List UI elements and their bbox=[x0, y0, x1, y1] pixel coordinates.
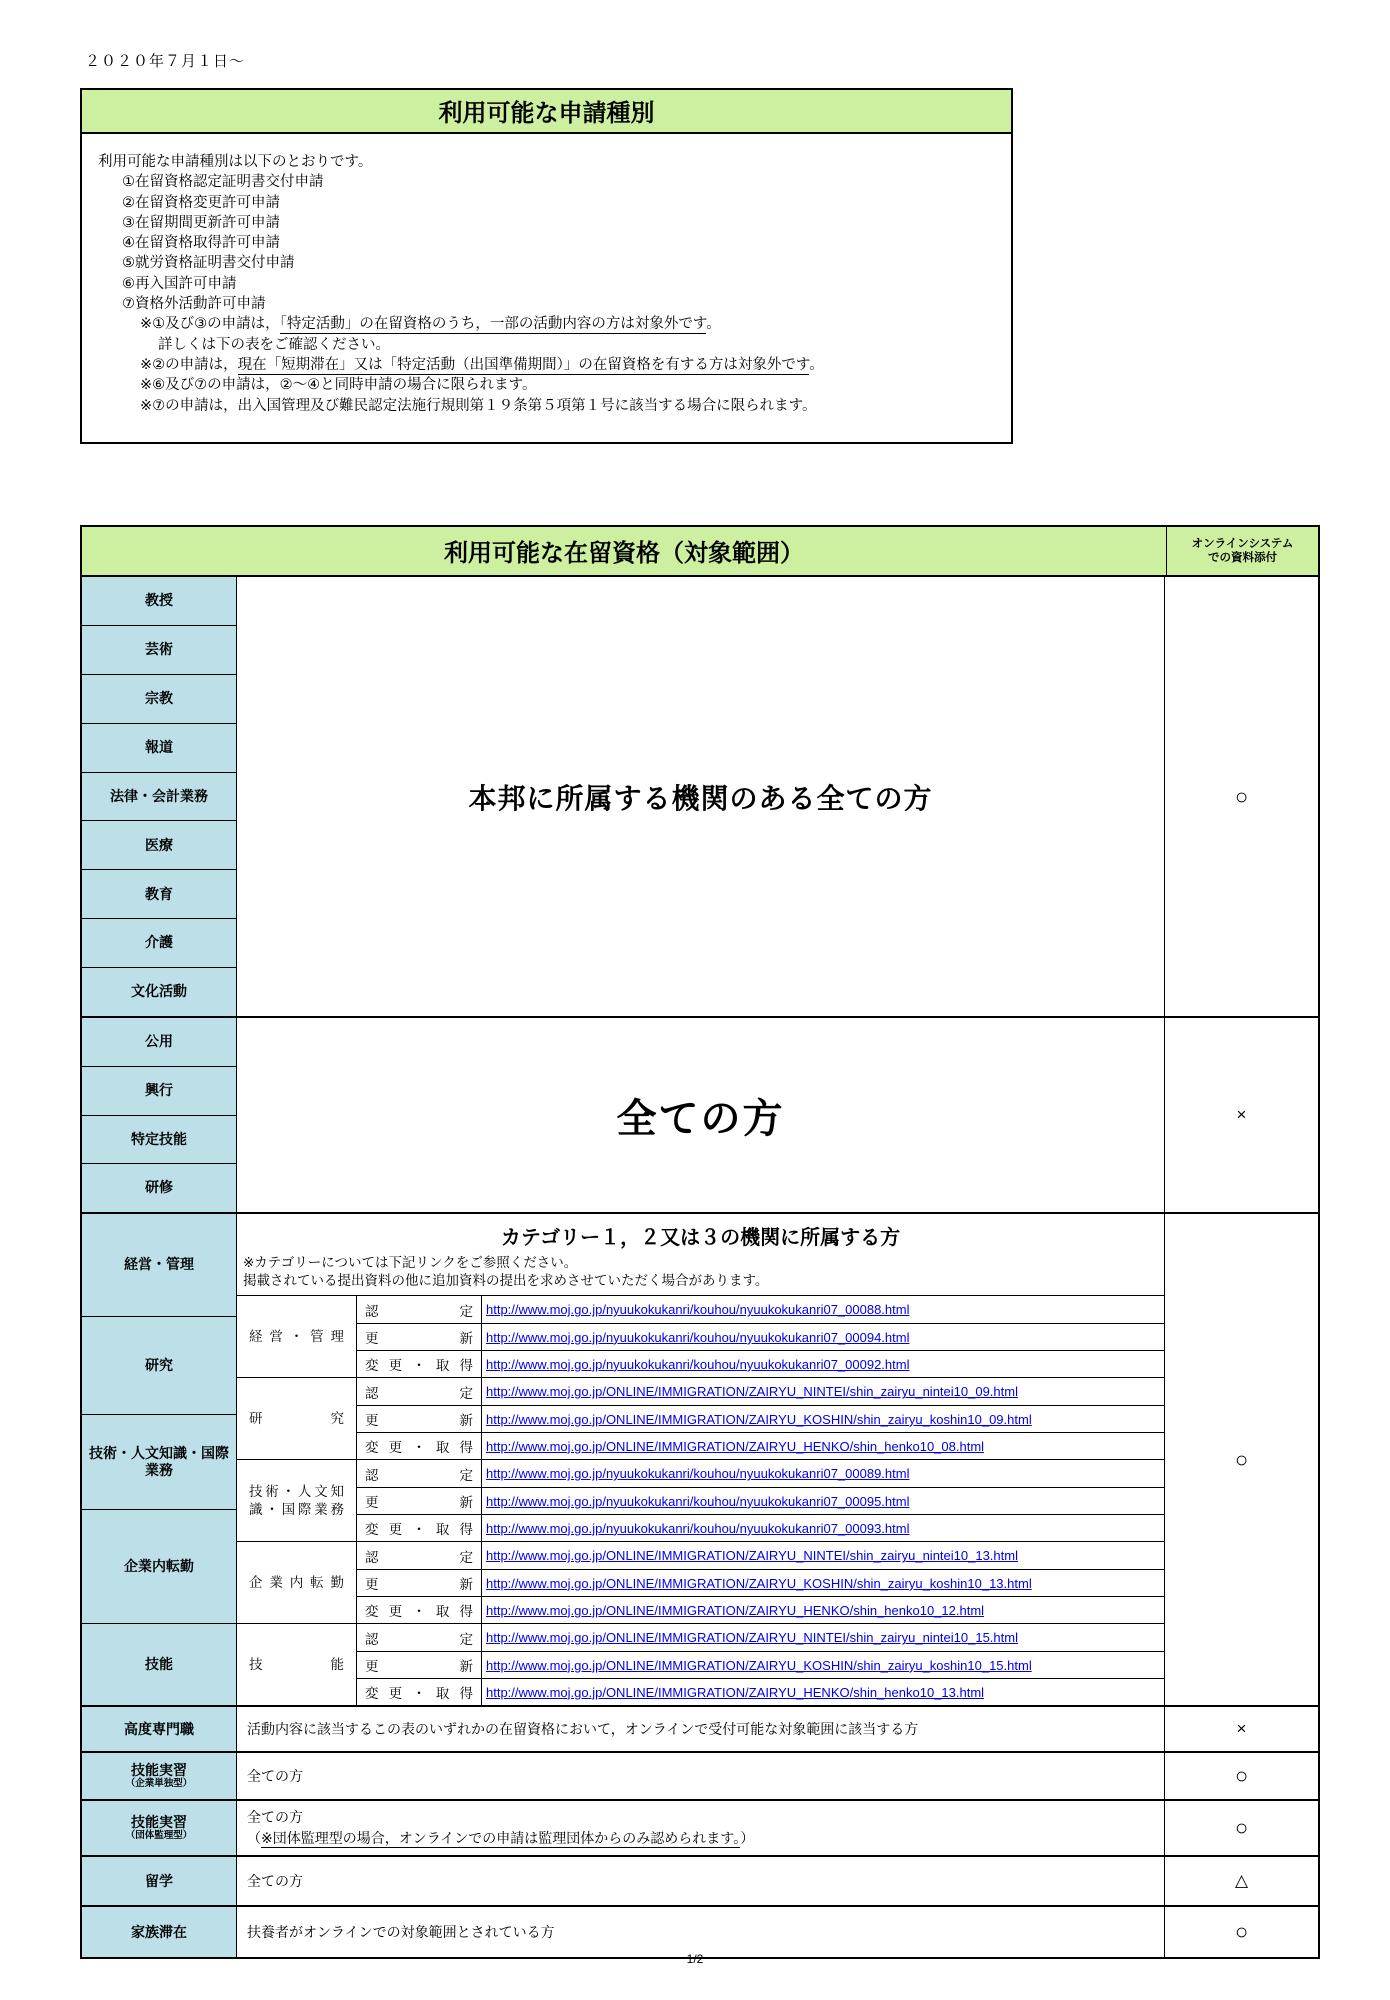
link-cell bbox=[482, 1596, 1164, 1623]
link-cell bbox=[482, 1569, 1164, 1596]
row-highly-skilled bbox=[82, 1707, 1318, 1753]
attach-mark-cell: × bbox=[1164, 1707, 1318, 1751]
category-scope-cell bbox=[237, 1214, 1164, 1705]
table-header-row bbox=[82, 527, 1318, 577]
category-note: 掲載されている提出資料の他に追加資料の提出を求めさせていただく場合があります。 bbox=[243, 1273, 769, 1289]
list-item: ④在留資格取得許可申請 bbox=[122, 235, 280, 252]
application-type-text: 変更・取得 bbox=[365, 1358, 473, 1374]
row-training-individual bbox=[82, 1753, 1318, 1801]
status-cell: 教授 bbox=[82, 577, 236, 626]
status-column bbox=[82, 577, 237, 1016]
scope-cell bbox=[237, 1753, 1164, 1799]
application-types-section bbox=[80, 88, 1013, 444]
scope-cell bbox=[237, 1907, 1164, 1957]
moj-link[interactable]: http://www.moj.go.jp/nyuukokukanri/kouhou/nyuukokukanri07_00093.html bbox=[486, 1520, 910, 1536]
status-subtext: （団体監理型） bbox=[125, 1830, 193, 1842]
status-subtext: （企業単独型） bbox=[125, 1778, 193, 1790]
moj-link[interactable]: http://www.moj.go.jp/ONLINE/IMMIGRATION/ZAIRYU_HENKO/shin_henko10_12.html bbox=[486, 1602, 985, 1618]
attach-mark-cell: △ bbox=[1164, 1857, 1318, 1905]
attach-mark-cell: ○ bbox=[1164, 577, 1318, 1016]
status-cell: 医療 bbox=[82, 821, 236, 870]
scope-cell bbox=[237, 1801, 1164, 1855]
attach-mark-cell: ○ bbox=[1164, 1907, 1318, 1957]
status-cell: 芸術 bbox=[82, 626, 236, 675]
scope-note-underlined: ※団体監理型の場合，オンラインでの申請は監理団体からのみ認められます。 bbox=[261, 1830, 741, 1847]
link-cell bbox=[482, 1378, 1164, 1405]
list-item: ③在留期間更新許可申請 bbox=[122, 214, 280, 231]
row-student bbox=[82, 1857, 1318, 1907]
application-types-body bbox=[82, 134, 1011, 442]
date-note: ２０２０年７月１日～ bbox=[85, 53, 246, 70]
attach-column-header bbox=[1167, 527, 1318, 575]
link-category-text: 経営・管理 bbox=[249, 1329, 344, 1345]
application-type-cell bbox=[357, 1542, 482, 1569]
status-cell bbox=[82, 1857, 237, 1905]
scope-cell bbox=[237, 577, 1164, 1016]
link-cell bbox=[482, 1542, 1164, 1569]
link-category-block bbox=[237, 1377, 1164, 1459]
application-type-text: 認定 bbox=[365, 1467, 473, 1483]
note-underlined-text: 現在「短期滞在」又は「特定活動（出国準備期間）」の在留資格を有する方は対象外です bbox=[237, 356, 810, 373]
note-text: ※⑦の申請は，出入国管理及び難民認定法施行規則第１９条第５項第１号に該当する場合に限られます。 bbox=[140, 397, 817, 414]
note-line bbox=[96, 375, 999, 395]
status-cell: 技術・人文知識・国際業務 bbox=[82, 1415, 236, 1510]
attach-mark-cell: ○ bbox=[1164, 1801, 1318, 1855]
application-type-text: 変更・取得 bbox=[365, 1686, 473, 1702]
note-text: ※②の申請は， bbox=[140, 356, 238, 373]
status-cell bbox=[82, 1801, 237, 1855]
list-item: ①在留資格認定証明書交付申請 bbox=[122, 174, 324, 191]
application-type-cell bbox=[357, 1296, 482, 1323]
note-text: 詳しくは下の表をご確認ください。 bbox=[158, 336, 390, 353]
moj-link[interactable]: http://www.moj.go.jp/nyuukokukanri/kouhou/nyuukokukanri07_00095.html bbox=[486, 1493, 910, 1509]
scope-text: 全ての方 bbox=[247, 1872, 303, 1889]
row-training-supervised bbox=[82, 1801, 1318, 1857]
status-cell: 企業内転勤 bbox=[82, 1510, 236, 1623]
status-cell: 法律・会計業務 bbox=[82, 773, 236, 822]
link-cell bbox=[482, 1624, 1164, 1651]
status-column bbox=[82, 1018, 237, 1212]
list-item: ⑤就労資格証明書交付申請 bbox=[122, 255, 295, 272]
application-type-text: 更新 bbox=[365, 1331, 473, 1347]
category-note: ※カテゴリーについては下記リンクをご参照ください。 bbox=[243, 1255, 578, 1270]
attach-header-line2: での資料添付 bbox=[1208, 552, 1277, 564]
application-type-cell bbox=[357, 1514, 482, 1541]
moj-link[interactable]: http://www.moj.go.jp/nyuukokukanri/kouhou/nyuukokukanri07_00089.html bbox=[486, 1466, 910, 1482]
moj-link[interactable]: http://www.moj.go.jp/nyuukokukanri/kouhou/nyuukokukanri07_00092.html bbox=[486, 1356, 910, 1372]
link-category-label bbox=[237, 1460, 357, 1541]
scope-note-text: （ bbox=[247, 1830, 261, 1847]
status-cell bbox=[82, 1753, 237, 1799]
link-category-block bbox=[237, 1459, 1164, 1541]
application-type-cell bbox=[357, 1624, 482, 1651]
link-cell bbox=[482, 1432, 1164, 1459]
note-text: ※⑥及び⑦の申請は，②～④と同時申請の場合に限られます。 bbox=[140, 377, 537, 394]
note-underlined-text: 「特定活動」の在留資格のうち，一部の活動内容の方は対象外です bbox=[279, 316, 707, 333]
application-type-text: 更新 bbox=[365, 1577, 473, 1593]
category-scope-title: カテゴリー１，２又は３の機関に所属する方 bbox=[500, 1227, 901, 1249]
application-type-cell bbox=[357, 1432, 482, 1459]
application-type-text: 認定 bbox=[365, 1303, 473, 1319]
status-cell: 研修 bbox=[82, 1164, 236, 1212]
link-category-label bbox=[237, 1378, 357, 1459]
status-cell: 公用 bbox=[82, 1018, 236, 1067]
attach-mark-cell: × bbox=[1164, 1018, 1318, 1212]
status-cell: 興行 bbox=[82, 1067, 236, 1116]
status-text: 高度専門職 bbox=[124, 1720, 194, 1737]
table-title: 利用可能な在留資格（対象範囲） bbox=[82, 527, 1167, 575]
application-type-cell bbox=[357, 1405, 482, 1432]
note-text: ※①及び③の申請は， bbox=[140, 316, 280, 333]
note-text: 。 bbox=[706, 316, 721, 333]
application-type-cell bbox=[357, 1378, 482, 1405]
note-text: 。 bbox=[809, 356, 824, 373]
note-line bbox=[96, 314, 999, 334]
application-type-text: 認定 bbox=[365, 1385, 473, 1401]
link-cell bbox=[482, 1514, 1164, 1541]
link-category-block bbox=[237, 1541, 1164, 1623]
scope-cell bbox=[237, 1707, 1164, 1751]
link-cell bbox=[482, 1678, 1164, 1705]
application-type-text: 認定 bbox=[365, 1631, 473, 1647]
link-category-block bbox=[237, 1296, 1164, 1377]
attach-mark-cell: ○ bbox=[1164, 1753, 1318, 1799]
status-group-everyone bbox=[82, 1018, 1318, 1214]
application-type-text: 変更・取得 bbox=[365, 1604, 473, 1620]
section-title-application-types: 利用可能な申請種別 bbox=[82, 90, 1011, 134]
scope-text: 扶養者がオンラインでの対象範囲とされている方 bbox=[247, 1923, 555, 1940]
link-category-text: 企業内転勤 bbox=[249, 1575, 344, 1591]
attach-header-line1: オンラインシステム bbox=[1191, 537, 1294, 550]
application-type-cell bbox=[357, 1569, 482, 1596]
status-cell bbox=[82, 1907, 237, 1957]
list-item: ②在留資格変更許可申請 bbox=[122, 194, 280, 211]
status-text: 留学 bbox=[145, 1872, 173, 1889]
application-type-cell bbox=[357, 1678, 482, 1705]
status-cell bbox=[82, 1707, 237, 1751]
residence-status-table bbox=[80, 525, 1320, 1959]
link-cell bbox=[482, 1405, 1164, 1432]
note-line bbox=[96, 396, 999, 416]
scope-text: 全ての方 bbox=[247, 1809, 303, 1826]
scope-text: 活動内容に該当するこの表のいずれかの在留資格において，オンラインで受付可能な対象範囲に該当する方 bbox=[247, 1720, 919, 1737]
note-line bbox=[96, 355, 999, 375]
status-cell: 文化活動 bbox=[82, 968, 236, 1016]
link-cell bbox=[482, 1460, 1164, 1487]
link-category-text: 研究 bbox=[249, 1411, 344, 1427]
application-type-cell bbox=[357, 1460, 482, 1487]
link-cell bbox=[482, 1296, 1164, 1323]
link-cell bbox=[482, 1350, 1164, 1377]
scope-note-line bbox=[247, 1828, 1164, 1849]
status-text: 技能実習 bbox=[131, 1814, 187, 1831]
application-type-cell bbox=[357, 1323, 482, 1350]
scope-note-text: ） bbox=[740, 1830, 755, 1847]
note-line bbox=[96, 335, 999, 355]
link-category-label bbox=[237, 1624, 357, 1705]
row-dependent bbox=[82, 1907, 1318, 1957]
status-cell: 教育 bbox=[82, 870, 236, 919]
link-category-block bbox=[237, 1623, 1164, 1705]
status-cell: 経営・管理 bbox=[82, 1214, 236, 1317]
moj-link[interactable]: http://www.moj.go.jp/ONLINE/IMMIGRATION/ZAIRYU_NINTEI/shin_zairyu_nintei10_13.html bbox=[486, 1548, 1018, 1564]
status-cell: 介護 bbox=[82, 919, 236, 968]
application-type-cell bbox=[357, 1651, 482, 1678]
status-text: 家族滞在 bbox=[131, 1923, 187, 1940]
status-text: 技能実習 bbox=[131, 1762, 187, 1779]
moj-link[interactable]: http://www.moj.go.jp/nyuukokukanri/kouhou/nyuukokukanri07_00088.html bbox=[486, 1302, 910, 1318]
attach-mark-cell: ○ bbox=[1164, 1214, 1318, 1705]
status-column bbox=[82, 1214, 237, 1705]
status-group-category bbox=[82, 1214, 1318, 1707]
link-category-label bbox=[237, 1296, 357, 1377]
application-type-cell bbox=[357, 1350, 482, 1377]
application-type-text: 変更・取得 bbox=[365, 1440, 473, 1456]
status-group-organization bbox=[82, 577, 1318, 1018]
scope-text: 本邦に所属する機関のある全ての方 bbox=[468, 782, 933, 814]
status-cell: 特定技能 bbox=[82, 1116, 236, 1165]
application-type-text: 変更・取得 bbox=[365, 1522, 473, 1538]
application-type-text: 更新 bbox=[365, 1659, 473, 1675]
list-item: ⑥再入国許可申請 bbox=[122, 275, 237, 292]
moj-link[interactable]: http://www.moj.go.jp/ONLINE/IMMIGRATION/ZAIRYU_NINTEI/shin_zairyu_nintei10_09.html bbox=[486, 1384, 1018, 1400]
moj-link[interactable]: http://www.moj.go.jp/ONLINE/IMMIGRATION/ZAIRYU_KOSHIN/shin_zairyu_koshin10_13.html bbox=[486, 1575, 1032, 1591]
application-type-text: 更新 bbox=[365, 1413, 473, 1429]
status-cell: 宗教 bbox=[82, 675, 236, 724]
status-cell: 研究 bbox=[82, 1317, 236, 1415]
moj-link[interactable]: http://www.moj.go.jp/ONLINE/IMMIGRATION/ZAIRYU_KOSHIN/shin_zairyu_koshin10_09.html bbox=[486, 1411, 1032, 1427]
intro-text: 利用可能な申請種別は以下のとおりです。 bbox=[98, 154, 373, 170]
status-cell: 技能 bbox=[82, 1624, 236, 1706]
scope-text: 全ての方 bbox=[247, 1767, 303, 1784]
application-type-text: 更新 bbox=[365, 1495, 473, 1511]
status-cell: 報道 bbox=[82, 724, 236, 773]
link-category-text: 技能 bbox=[249, 1657, 344, 1673]
link-cell bbox=[482, 1487, 1164, 1514]
link-category-text: 技術・人文知識・国際業務 bbox=[249, 1484, 344, 1517]
application-type-cell bbox=[357, 1487, 482, 1514]
application-type-text: 認定 bbox=[365, 1549, 473, 1565]
moj-link[interactable]: http://www.moj.go.jp/ONLINE/IMMIGRATION/ZAIRYU_HENKO/shin_henko10_08.html bbox=[486, 1438, 985, 1454]
link-cell bbox=[482, 1651, 1164, 1678]
page-number: 1/2 bbox=[686, 1952, 704, 1966]
scope-cell bbox=[237, 1857, 1164, 1905]
link-subtable bbox=[237, 1295, 1164, 1705]
moj-link[interactable]: http://www.moj.go.jp/nyuukokukanri/kouhou/nyuukokukanri07_00094.html bbox=[486, 1329, 910, 1345]
scope-text: 全ての方 bbox=[616, 1096, 785, 1141]
moj-link[interactable]: http://www.moj.go.jp/ONLINE/IMMIGRATION/ZAIRYU_NINTEI/shin_zairyu_nintei10_15.html bbox=[486, 1630, 1018, 1646]
application-type-cell bbox=[357, 1596, 482, 1623]
moj-link[interactable]: http://www.moj.go.jp/ONLINE/IMMIGRATION/ZAIRYU_KOSHIN/shin_zairyu_koshin10_15.html bbox=[486, 1657, 1032, 1673]
link-cell bbox=[482, 1323, 1164, 1350]
list-item: ⑦資格外活動許可申請 bbox=[122, 296, 266, 313]
scope-cell bbox=[237, 1018, 1164, 1212]
link-category-label bbox=[237, 1542, 357, 1623]
moj-link[interactable]: http://www.moj.go.jp/ONLINE/IMMIGRATION/ZAIRYU_HENKO/shin_henko10_13.html bbox=[486, 1684, 985, 1700]
